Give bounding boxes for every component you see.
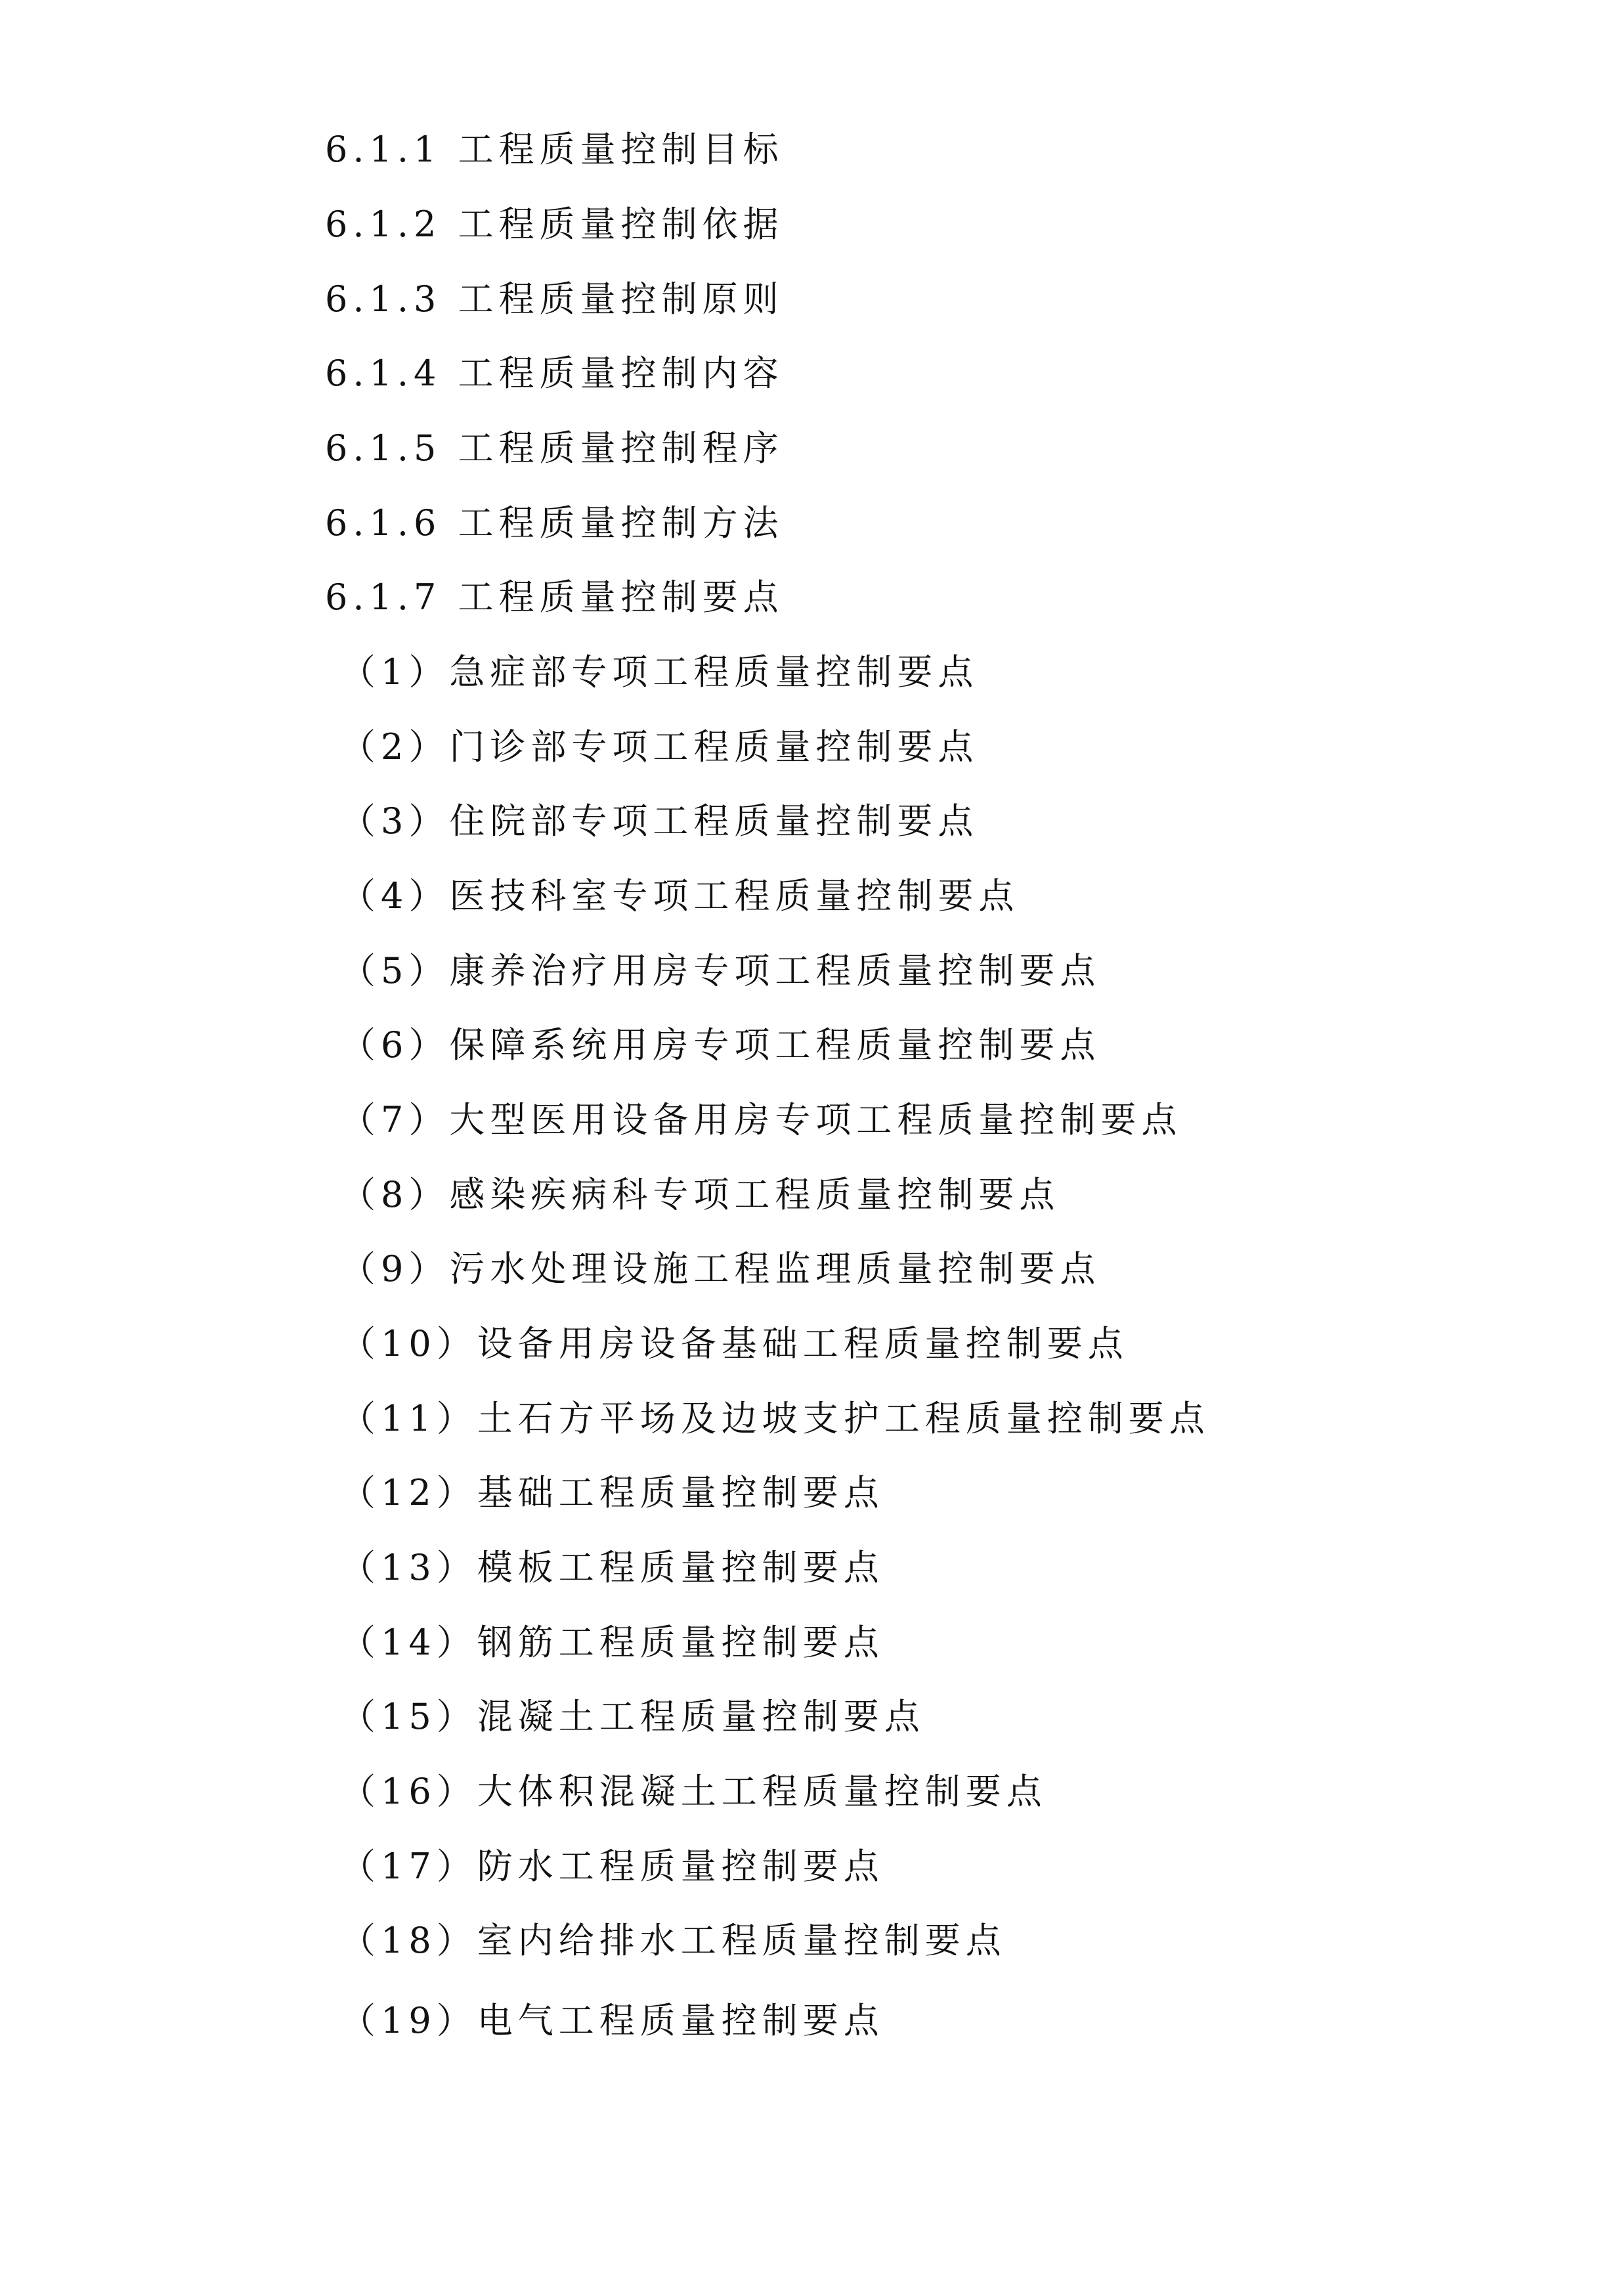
toc-section-6-1-7: 6.1.7 工程质量控制要点 [325, 576, 784, 618]
toc-section-6-1-1: 6.1.1 工程质量控制目标 [325, 129, 784, 170]
toc-item-11: （11）土石方平场及边坡支护工程质量控制要点 [340, 1398, 1210, 1439]
toc-section-6-1-2: 6.1.2 工程质量控制依据 [325, 204, 784, 245]
toc-section-6-1-6: 6.1.6 工程质量控制方法 [325, 502, 784, 544]
toc-item-14: （14）钢筋工程质量控制要点 [340, 1622, 884, 1663]
toc-section-6-1-4: 6.1.4 工程质量控制内容 [325, 353, 784, 394]
toc-item-8: （8）感染疾病科专项工程质量控制要点 [340, 1174, 1060, 1215]
toc-item-15: （15）混凝土工程质量控制要点 [340, 1696, 925, 1737]
toc-item-1: （1）急症部专项工程质量控制要点 [340, 651, 979, 693]
toc-item-7: （7）大型医用设备用房专项工程质量控制要点 [340, 1099, 1182, 1140]
toc-item-13: （13）模板工程质量控制要点 [340, 1547, 884, 1588]
toc-item-10: （10）设备用房设备基础工程质量控制要点 [340, 1323, 1129, 1364]
toc-item-18: （18）室内给排水工程质量控制要点 [340, 1920, 1006, 1961]
toc-item-16: （16）大体积混凝土工程质量控制要点 [340, 1771, 1047, 1812]
toc-item-19: （19）电气工程质量控制要点 [340, 2000, 884, 2041]
toc-item-2: （2）门诊部专项工程质量控制要点 [340, 726, 979, 768]
toc-item-17: （17）防水工程质量控制要点 [340, 1846, 884, 1887]
toc-item-12: （12）基础工程质量控制要点 [340, 1472, 884, 1513]
toc-item-5: （5）康养治疗用房专项工程质量控制要点 [340, 950, 1101, 991]
toc-section-6-1-5: 6.1.5 工程质量控制程序 [325, 427, 784, 469]
toc-item-4: （4）医技科室专项工程质量控制要点 [340, 875, 1020, 917]
toc-item-3: （3）住院部专项工程质量控制要点 [340, 800, 979, 842]
toc-item-6: （6）保障系统用房专项工程质量控制要点 [340, 1024, 1101, 1066]
toc-item-9: （9）污水处理设施工程监理质量控制要点 [340, 1248, 1101, 1289]
toc-section-6-1-3: 6.1.3 工程质量控制原则 [325, 278, 784, 320]
